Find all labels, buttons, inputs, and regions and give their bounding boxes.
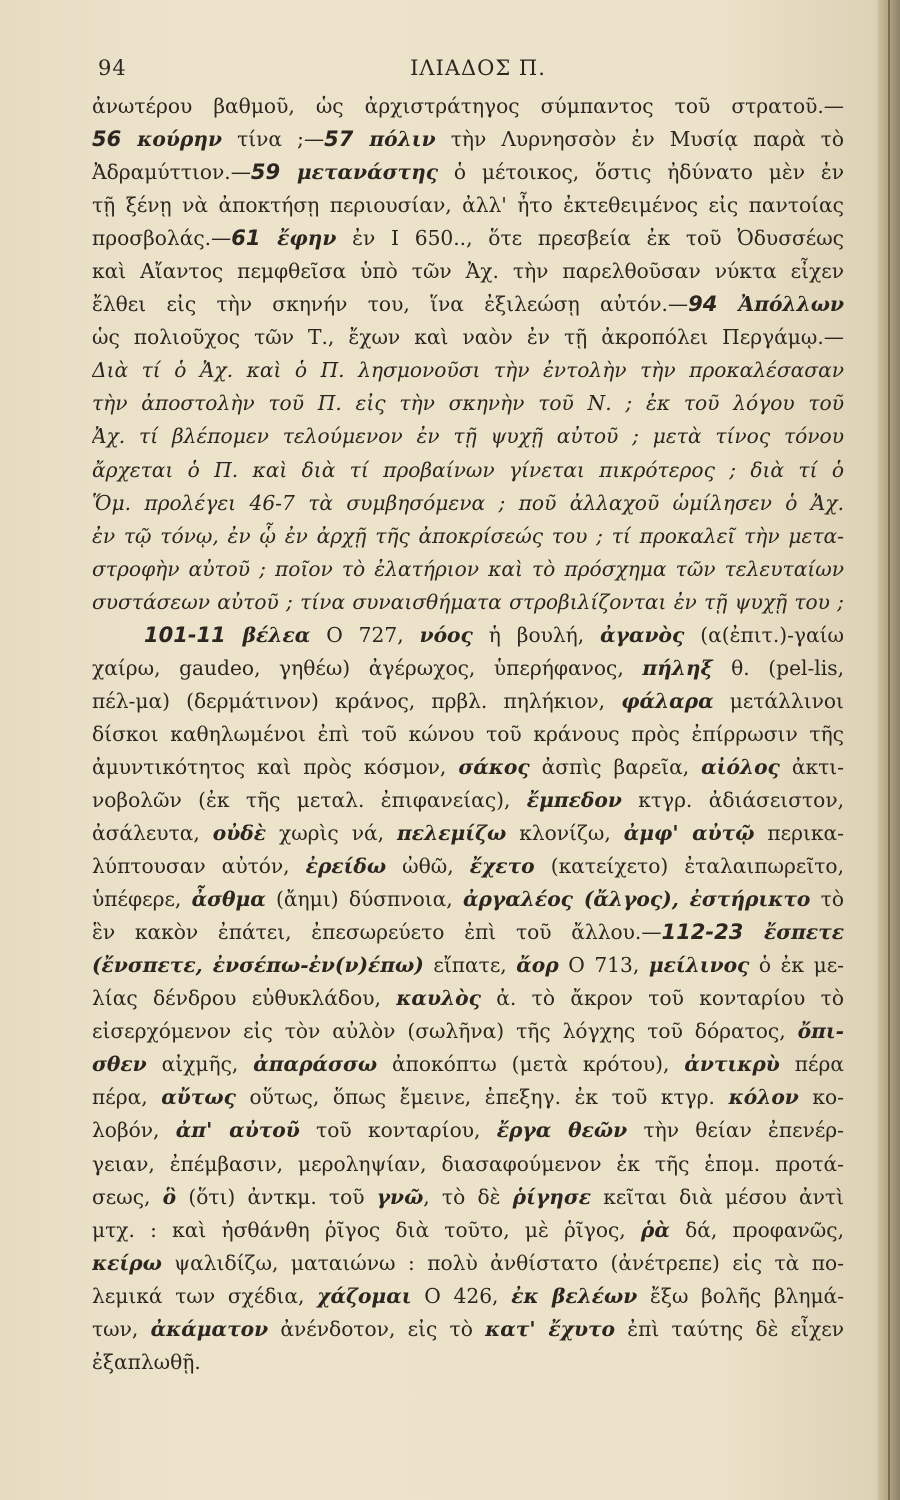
- lemma-term: ἔργα θεῶν: [496, 1118, 628, 1143]
- lemma-term: νόος: [419, 622, 473, 647]
- text-line: [92, 1346, 844, 1379]
- lemma-term: κείρω: [92, 1250, 162, 1275]
- text-line: [92, 420, 844, 453]
- lemma-term: ἔχετο: [469, 854, 535, 879]
- text-run: Ἀδραμύττιον.—: [92, 160, 251, 185]
- text-line: [92, 487, 844, 520]
- lemma-term: ἐκ βελέων: [511, 1283, 638, 1308]
- text-run: ἀμυντικότητος καὶ πρὸς κόσμον,: [92, 754, 459, 779]
- text-run: Ο 713,: [558, 953, 649, 978]
- lemma-term: ἀμφ' αὐτῷ: [623, 821, 755, 846]
- text-run: περικα-: [754, 821, 844, 846]
- text-line: [92, 1214, 844, 1247]
- line-reference: 112-23: [661, 920, 764, 945]
- lemma-term: οὐδὲ: [212, 821, 266, 846]
- text-run: μτχ. : καὶ ἠσθάνθη ῥῖγος διὰ τοῦτο, μὲ ῥῖγος,: [92, 1217, 641, 1242]
- page-number: 94: [98, 56, 127, 80]
- text-line: [92, 354, 844, 387]
- text-run: ἀποκόπτω (μετὰ κρότου),: [377, 1052, 685, 1077]
- text-run: ἀ. τὸ ἄκρον τοῦ κονταρίου τὸ: [480, 986, 844, 1011]
- text-run: ἀνένδοτον, εἰς τὸ: [268, 1316, 486, 1341]
- text-run: αἰχμῆς,: [146, 1052, 254, 1077]
- lemma-term: πόλιν: [369, 127, 436, 152]
- lemma-term: ὃ: [162, 1184, 177, 1209]
- lemma-term: ἔσπετε: [763, 920, 844, 945]
- lemma-term: ἀπ' αὐτοῦ: [175, 1118, 300, 1143]
- text-line: [92, 1181, 844, 1214]
- text-run: σεως,: [92, 1184, 163, 1209]
- lemma-term: κατ' ἔχυτο: [485, 1316, 616, 1341]
- text-run: οὕτως, ὅπως ἔμεινε, ἐπεξηγ. ἐκ τοῦ κτγρ.: [235, 1085, 729, 1110]
- text-line: [92, 1148, 844, 1181]
- text-line: [92, 1081, 844, 1114]
- text-run: προσβολάς.—: [92, 226, 232, 251]
- text-line: [92, 553, 844, 586]
- text-run: τίνα ;—: [221, 127, 325, 152]
- text-run: τὸ: [810, 887, 844, 912]
- text-run: κεῖται διὰ μέσου ἀντὶ: [591, 1184, 844, 1209]
- text-line: [92, 718, 844, 751]
- text-run: , τὸ δὲ: [423, 1184, 513, 1209]
- text-run: χωρὶς νά,: [265, 821, 398, 846]
- text-run: τοῦ κονταρίου,: [299, 1118, 497, 1143]
- text-line: [92, 1313, 844, 1346]
- text-run: Ἀχ. τί βλέπομεν τελούμενον ἐν τῇ ψυχῇ αὐτοῦ ; μετὰ τίνος τόνου: [92, 424, 844, 449]
- text-line: [92, 883, 844, 916]
- text-run: ἓν κακὸν ἐπάτει, ἐπεσωρεύετο ἐπὶ τοῦ ἄλλου.—: [92, 920, 662, 945]
- text-run: κτγρ. ἀδιάσειστον,: [621, 787, 844, 812]
- lemma-term: ἔμπεδον: [526, 787, 622, 812]
- text-line: [92, 123, 844, 156]
- text-run: (κατείχετο) ἐταλαιπωρεῖτο,: [534, 854, 844, 879]
- lemma-term: πήληξ: [642, 655, 713, 680]
- lemma-term: βέλεα: [242, 622, 311, 647]
- lemma-term: ἀργαλέος (ἄλγος), ἐστήρικτο: [462, 887, 811, 912]
- text-run: ἀνωτέρου βαθμοῦ, ὡς ἀρχιστράτηγος σύμπαντος τοῦ στρατοῦ.—: [92, 94, 844, 118]
- text-run: εἰσερχόμενον εἰς τὸν αὐλὸν (σωλῆνα) τῆς λόγχης τοῦ δόρατος,: [92, 1019, 798, 1044]
- text-line: [92, 520, 844, 553]
- text-run: λοβόν,: [92, 1118, 176, 1143]
- text-line: [92, 685, 844, 718]
- text-run: χαίρω, gaudeo, γηθέω) ἀγέρωχος, ὑπερήφανος,: [92, 655, 643, 680]
- text-line: [92, 90, 844, 123]
- text-run: τὴν Λυρνησσὸν ἐν Μυσίᾳ παρὰ τὸ: [435, 127, 844, 152]
- text-line: [92, 222, 844, 255]
- text-line: [92, 982, 844, 1015]
- text-line: [92, 1280, 844, 1313]
- lemma-term: μείλινος: [648, 953, 750, 978]
- text-run: καὶ Αἴαντος πεμφθεῖσα ὑπὸ τῶν Ἀχ. τὴν παρελθοῦσαν νύκτα εἶχεν: [92, 259, 844, 284]
- text-line: [92, 1114, 844, 1147]
- text-run: τὴν ἀποστολὴν τοῦ Π. εἰς τὴν σκηνὴν τοῦ Ν. ; ἐκ τοῦ λόγου τοῦ: [92, 391, 844, 416]
- lemma-term: αὔτως: [161, 1085, 236, 1110]
- lemma-term: φάλαρα: [621, 688, 714, 713]
- text-line: [92, 784, 844, 817]
- lemma-term: καυλὸς: [396, 986, 481, 1011]
- text-run: ἔξω βολῆς βλημά-: [637, 1283, 844, 1308]
- text-run: συστάσεων αὐτοῦ ; τίνα συναισθήματα στροβιλίζονται ἐν τῇ ψυχῇ του ;: [92, 589, 844, 614]
- lemma-term: μετανάστης: [296, 160, 439, 185]
- text-line: [92, 1015, 844, 1048]
- text-run: κλονίζω,: [506, 821, 624, 846]
- page-header: [98, 56, 858, 86]
- text-line: [92, 850, 844, 883]
- text-run: ὁ μέτοικος, ὅστις ἠδύνατο μὲν ἐν: [438, 160, 844, 185]
- text-line: [92, 586, 844, 619]
- text-run: ὠθῶ,: [386, 854, 470, 879]
- line-reference: 101-11: [144, 622, 243, 647]
- text-run: τὴν θείαν ἐπενέρ-: [627, 1118, 844, 1143]
- text-line: [92, 652, 844, 685]
- commentary-text: [92, 90, 844, 1379]
- text-run: στροφὴν αὐτοῦ ; ποῖον τὸ ἐλατήριον καὶ τὸ πρόσχημα τῶν τελευταίων: [92, 556, 844, 581]
- text-run: ἄρχεται ὁ Π. καὶ διὰ τί προβαίνων γίνεται πικρότερος ; διὰ τί ὁ: [92, 457, 844, 482]
- text-run: πέλ-μα) (δερμάτινον) κράνος, πρβλ. πηλήκιον,: [92, 688, 622, 713]
- lemma-term: ἀπαράσσω: [253, 1052, 378, 1077]
- lemma-term: ὄπι-: [797, 1019, 844, 1044]
- text-run: μετάλλινοι: [713, 688, 844, 713]
- text-run: (α(ἐπιτ.)-γαίω: [684, 622, 844, 647]
- text-line: [92, 949, 844, 982]
- text-run: λύπτουσαν αὐτόν,: [92, 854, 306, 879]
- text-line: [92, 751, 844, 784]
- text-run: Ο 426,: [411, 1283, 512, 1308]
- lemma-term: ἀκάματον: [150, 1316, 269, 1341]
- lemma-term: ἔφην: [277, 226, 337, 251]
- text-run: ἐν τῷ τόνῳ, ἐν ᾧ ἐν ἀρχῇ τῆς ἀποκρίσεώς του ; τί προκαλεῖ τὴν μετα-: [92, 523, 844, 548]
- text-run: ἐν Ι 650.., ὅτε πρεσβεία ἐκ τοῦ Ὀδυσσέως: [336, 226, 844, 251]
- text-line: [92, 454, 844, 487]
- lemma-term: ῥὰ: [640, 1217, 670, 1242]
- text-run: κο-: [798, 1085, 844, 1110]
- text-run: δίσκοι καθηλωμένοι ἐπὶ τοῦ κώνου τοῦ κράνους πρὸς ἐπίρρωσιν τῆς: [92, 721, 844, 746]
- lemma-term: χάζομαι: [317, 1283, 412, 1308]
- lemma-term: κούρην: [137, 127, 222, 152]
- text-run: (ὅτι) ἀντκμ. τοῦ: [176, 1184, 377, 1209]
- line-reference: 61: [231, 226, 278, 251]
- lemma-term: ἆσθμα: [191, 887, 266, 912]
- text-line: [92, 1048, 844, 1081]
- text-run: τῇ ξένῃ νὰ ἀποκτήσῃ περιουσίαν, ἀλλ' ἦτο ἐκτεθειμένος εἰς παντοίας: [92, 193, 844, 218]
- text-run: ἐπὶ ταύτης δὲ εἶχεν: [615, 1316, 844, 1341]
- text-run: ψαλιδίζω, ματαιώνω : πολὺ ἀνθίστατο (ἀνέτρεπε) εἰς τὰ πο-: [161, 1250, 844, 1275]
- lemma-term: πελεμίζω: [397, 821, 507, 846]
- text-run: ἐξαπλωθῇ.: [92, 1349, 201, 1374]
- line-reference: 94: [688, 292, 739, 317]
- text-run: ὁ ἐκ με-: [749, 953, 844, 978]
- text-line: [92, 1247, 844, 1280]
- text-line: [92, 189, 844, 222]
- line-reference: 56: [92, 127, 138, 152]
- text-run: θ. (pel-lis,: [712, 655, 844, 680]
- text-line: [92, 288, 844, 321]
- text-run: πέρα,: [92, 1085, 162, 1110]
- text-line: [92, 321, 844, 354]
- text-run: γειαν, ἐπέμβασιν, μεροληψίαν, διασαφούμενον ἐκ τῆς ἑπομ. προτά-: [92, 1151, 844, 1176]
- text-run: ὡς πολιοῦχος τῶν Τ., ἔχων καὶ ναὸν ἐν τῇ ἀκροπόλει Περγάμῳ.—: [92, 325, 844, 350]
- text-line: [92, 619, 844, 652]
- text-line: [92, 255, 844, 288]
- line-reference: 57: [324, 127, 370, 152]
- text-run: ὑπέφερε,: [92, 887, 192, 912]
- text-run: λεμικά των σχέδια,: [92, 1283, 318, 1308]
- text-run: ἀκτι-: [779, 754, 844, 779]
- text-run: (ἄημι) δύσπνοια,: [265, 887, 463, 912]
- line-reference: 59: [250, 160, 297, 185]
- text-run: δά, προφανῶς,: [669, 1217, 844, 1242]
- page-edge-line: [888, 0, 890, 1500]
- text-run: Ὅμ. προλέγει 46-7 τὰ συμβησόμενα ; ποῦ ἀλλαχοῦ ὡμίλησεν ὁ Ἀχ.: [92, 490, 844, 515]
- lemma-term: αἰόλος: [701, 754, 780, 779]
- text-line: [92, 916, 844, 949]
- lemma-term: σάκος: [458, 754, 530, 779]
- running-title: ΙΛΙΑΔΟΣ Π.: [410, 56, 546, 80]
- lemma-term: (ἔνσπετε, ἐνσέπω-ἐν(ν)έπω): [92, 953, 424, 978]
- text-run: ἡ βουλή,: [472, 622, 601, 647]
- text-run: ἀσπὶς βαρεῖα,: [529, 754, 702, 779]
- lemma-term: ἐρείδω: [305, 854, 387, 879]
- text-line: [92, 387, 844, 420]
- text-run: εἴπατε,: [423, 953, 517, 978]
- text-run: Διὰ τί ὁ Ἀχ. καὶ ὁ Π. λησμονοῦσι τὴν ἐντολὴν τὴν προκαλέσασαν: [92, 358, 844, 383]
- lemma-term: κόλον: [728, 1085, 799, 1110]
- lemma-term: ῥίγησε: [512, 1184, 591, 1209]
- lemma-term: γνῶ: [376, 1184, 424, 1209]
- text-run: Ο 727,: [310, 622, 420, 647]
- text-run: πέρα: [779, 1052, 844, 1077]
- lemma-term: ἀγανὸς: [600, 622, 685, 647]
- lemma-term: ἄορ: [516, 953, 559, 978]
- text-line: [92, 817, 844, 850]
- lemma-term: ἀντικρὺ: [684, 1052, 780, 1077]
- text-run: νοβολῶν (ἐκ τῆς μεταλ. ἐπιφανείας),: [92, 787, 527, 812]
- lemma-term: Ἀπόλλων: [738, 292, 844, 317]
- text-run: λίας δένδρου εὐθυκλάδου,: [92, 986, 397, 1011]
- text-run: των,: [92, 1316, 151, 1341]
- text-run: ἀσάλευτα,: [92, 821, 213, 846]
- lemma-term: σθεν: [92, 1052, 147, 1077]
- text-line: [92, 156, 844, 189]
- text-run: ἔλθει εἰς τὴν σκηνήν του, ἵνα ἐξιλεώσῃ αὐτόν.—: [92, 292, 689, 317]
